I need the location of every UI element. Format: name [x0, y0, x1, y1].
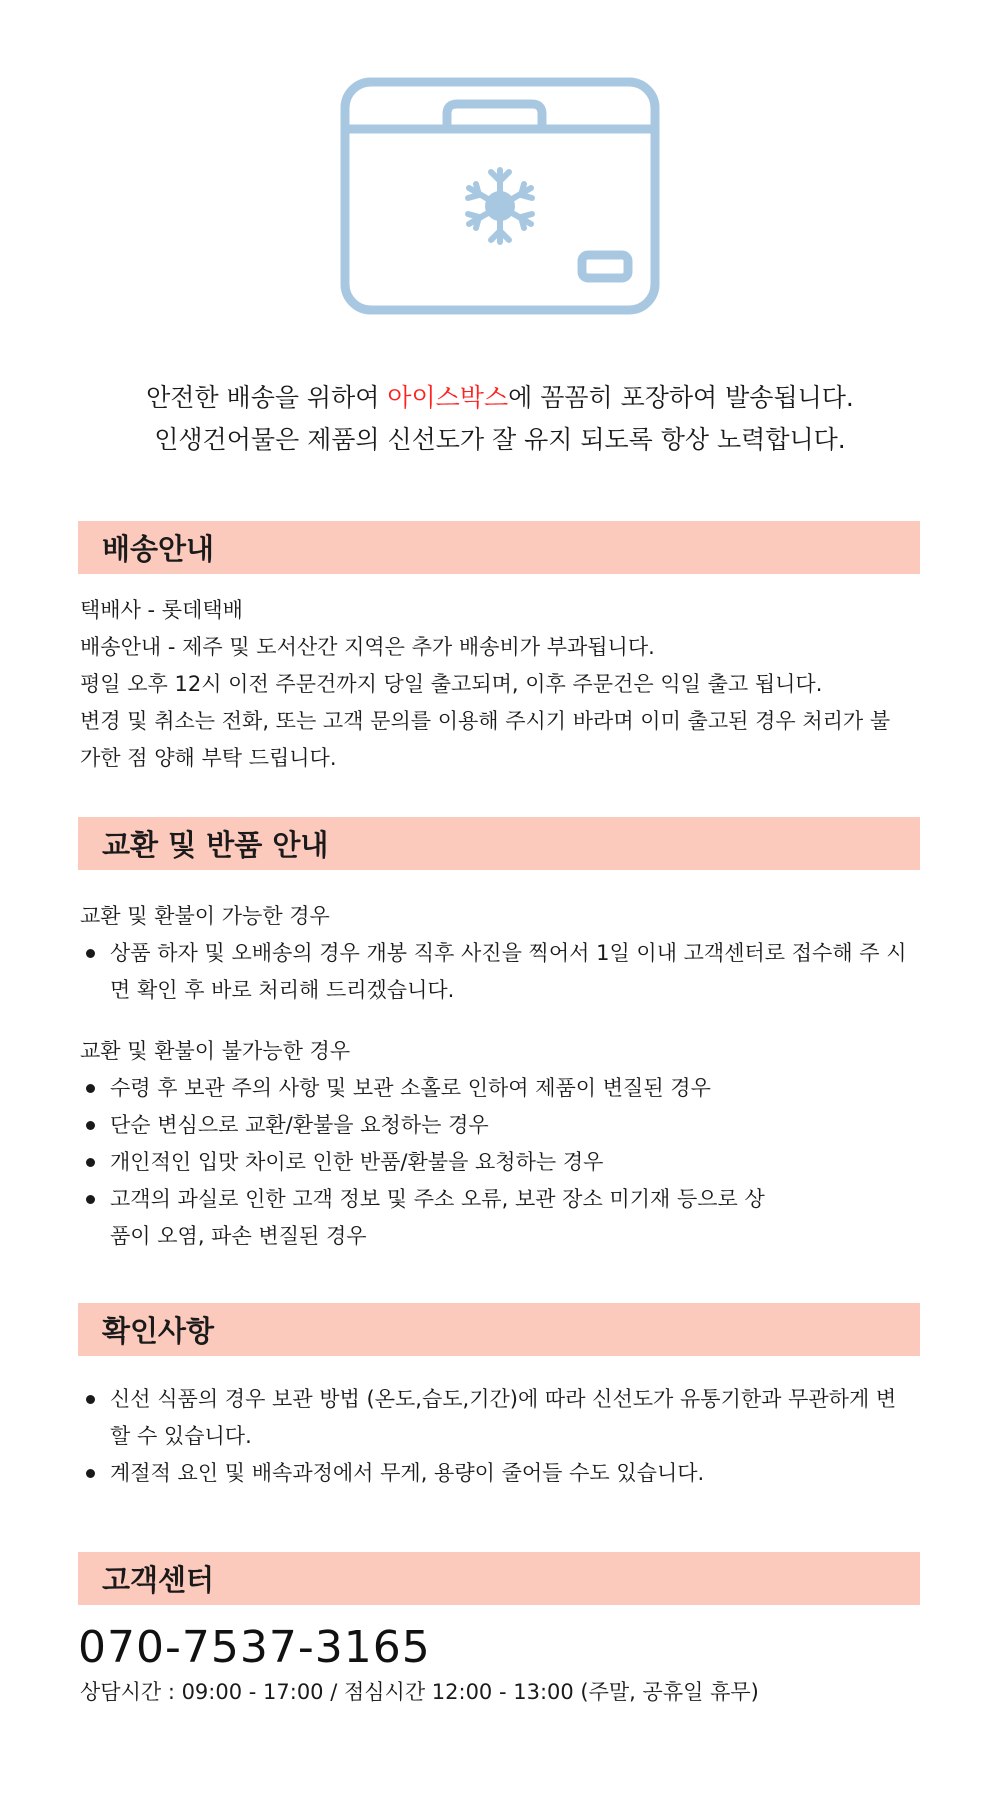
list-item: 수령 후 보관 주의 사항 및 보관 소홀로 인하여 제품이 변질된 경우	[80, 1070, 780, 1107]
list-item: 계절적 요인 및 배속과정에서 무게, 용량이 줄어들 수도 있습니다.	[80, 1455, 900, 1492]
intro-text-after: 에 꼼꼼히 포장하여 발송됩니다.	[508, 383, 854, 412]
intro-line-1	[0, 378, 1000, 414]
courier-line: 택배사 - 롯데택배	[80, 598, 243, 622]
intro-line-2: 인생건어물은 제품의 신선도가 잘 유지 되도록 항상 노력합니다.	[154, 425, 846, 454]
list-item: 고객의 과실로 인한 고객 정보 및 주소 오류, 보관 장소 미기재 등으로 상품이 오염, 파손 변질된 경우	[80, 1181, 780, 1255]
cancel-policy-line-cont: 가한 점 양해 부탁 드립니다.	[80, 746, 337, 770]
notes-section-header: 확인사항	[78, 1303, 920, 1356]
notes-list	[80, 1381, 900, 1492]
customer-center-header: 고객센터	[78, 1552, 920, 1605]
list-item: 상품 하자 및 오배송의 경우 개봉 직후 사진을 찍어서 1일 이내 고객센터로 접수해 주 시면 확인 후 바로 처리해 드리겠습니다.	[80, 935, 910, 1009]
phone-number[interactable]: 070-7537-3165	[78, 1622, 431, 1673]
returns-possible-list	[80, 935, 910, 1009]
dispatch-time-line: 평일 오후 12시 이전 주문건까지 당일 출고되며, 이후 주문건은 익일 출고 됩니다.	[80, 672, 823, 696]
shipping-section-header: 배송안내	[78, 521, 920, 574]
returns-section-header: 교환 및 반품 안내	[78, 817, 920, 870]
cancel-policy-line: 변경 및 취소는 전화, 또는 고객 문의를 이용해 주시기 바라며 이미 출고된 경우 처리가 불	[80, 709, 891, 733]
business-hours: 상담시간 : 09:00 - 17:00 / 점심시간 12:00 - 13:00 (주말, 공휴일 휴무)	[80, 1680, 759, 1704]
intro-text-before: 안전한 배송을 위하여	[146, 383, 388, 412]
list-item: 개인적인 입맛 차이로 인한 반품/환불을 요청하는 경우	[80, 1144, 780, 1181]
returns-impossible-heading: 교환 및 환불이 불가능한 경우	[80, 1039, 351, 1063]
returns-impossible-list	[80, 1070, 780, 1255]
list-item: 신선 식품의 경우 보관 방법 (온도,습도,기간)에 따라 신선도가 유통기한과 무관하게 변할 수 있습니다.	[80, 1381, 900, 1455]
shipping-info	[80, 592, 920, 777]
returns-possible-heading: 교환 및 환불이 가능한 경우	[80, 904, 330, 928]
ice-box-highlight: 아이스박스	[387, 383, 509, 412]
ice-box-snowflake-icon	[340, 72, 660, 317]
shipping-fee-line: 배송안내 - 제주 및 도서산간 지역은 추가 배송비가 부과됩니다.	[80, 635, 655, 659]
list-item: 단순 변심으로 교환/환불을 요청하는 경우	[80, 1107, 780, 1144]
